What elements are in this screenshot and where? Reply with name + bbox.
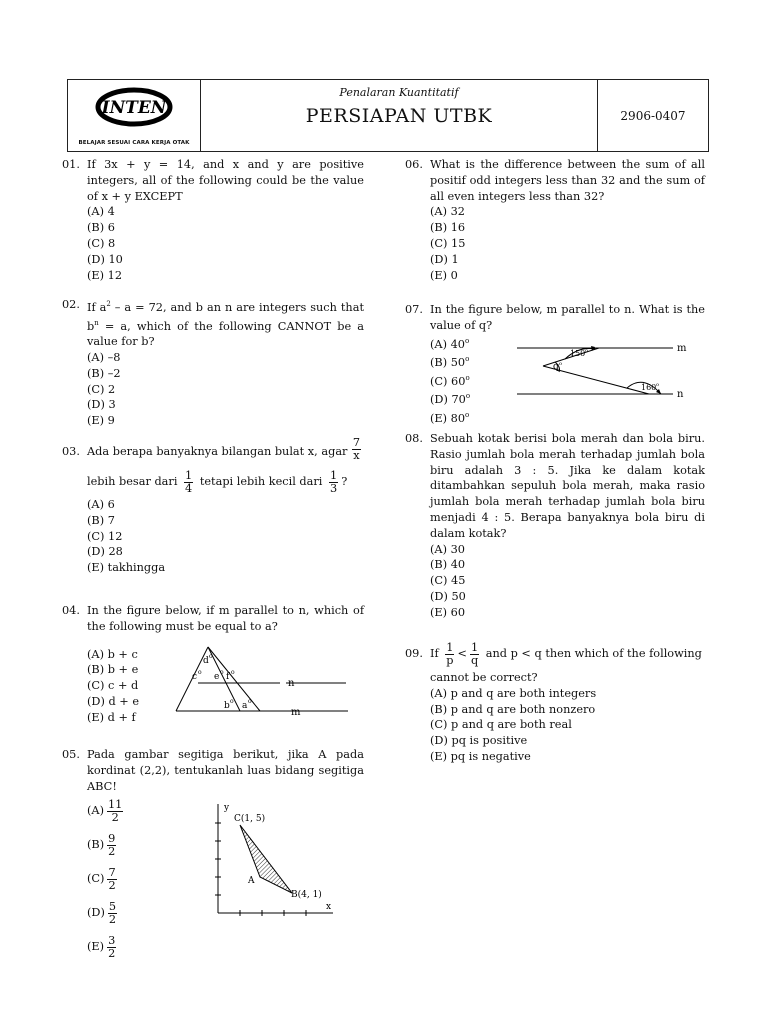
- inten-logo: [68, 82, 198, 137]
- label-line-n: n: [288, 678, 295, 689]
- option-e[interactable]: (E) takhingga: [87, 561, 166, 575]
- question-1: [62, 157, 364, 283]
- option-b[interactable]: (B) –2: [87, 366, 121, 380]
- label-c: c: [192, 672, 198, 682]
- svg-text:o: o: [220, 669, 224, 676]
- option-c[interactable]: (C) c + d: [87, 679, 139, 693]
- option-a[interactable]: (A) –8: [87, 350, 121, 364]
- fraction-1-over-3: $\frac{1}{3}$: [330, 468, 338, 495]
- option-c[interactable]: (C) $\frac{7}{2}$: [87, 865, 116, 892]
- option-d[interactable]: (D) pq is positive: [430, 734, 528, 748]
- fraction-1-over-q: $\frac{1}{q}$: [470, 640, 479, 667]
- option-e[interactable]: (E) $\frac{3}{2}$: [87, 933, 116, 960]
- point-a-label: A: [248, 876, 255, 886]
- option-d[interactable]: (D) 70$^o$: [430, 392, 471, 407]
- logo-cell: [68, 80, 201, 151]
- option-b[interactable]: (B) 40: [430, 558, 466, 572]
- option-c[interactable]: (C) 45: [430, 574, 466, 588]
- option-e[interactable]: (E) 9: [87, 414, 115, 428]
- option-a[interactable]: (A) 4: [87, 205, 115, 219]
- fraction-1-over-p: $\frac{1}{p}$: [446, 640, 454, 667]
- question-3: [62, 437, 364, 576]
- question-number: 01.: [62, 158, 80, 171]
- question-4: [62, 603, 364, 726]
- code-cell: [598, 80, 708, 151]
- option-a[interactable]: (A) 6: [87, 498, 115, 511]
- svg-text:o: o: [248, 698, 252, 705]
- option-e[interactable]: (E) 0: [430, 268, 458, 282]
- point-c-label: C(1, 5): [234, 814, 266, 824]
- option-b[interactable]: (B) 7: [87, 513, 115, 527]
- label-f: f: [226, 672, 230, 682]
- question-9: [405, 638, 705, 765]
- question-7: [405, 302, 705, 426]
- svg-text:o: o: [209, 653, 213, 660]
- svg-text:o: o: [231, 669, 235, 676]
- option-c[interactable]: (C) p and q are both real: [430, 718, 572, 732]
- option-c[interactable]: (C) 8: [87, 236, 116, 250]
- label-line-n: n: [677, 389, 684, 400]
- option-b[interactable]: (B) 6: [87, 221, 115, 235]
- title-cell: [201, 80, 598, 151]
- option-b[interactable]: (B) 16: [430, 221, 466, 235]
- question-2: [62, 297, 364, 429]
- option-e[interactable]: (E) pq is negative: [430, 749, 531, 763]
- label-d: d: [203, 656, 209, 666]
- coordinate-triangle-figure: [208, 801, 338, 921]
- question-text: If 3x + y = 14, and x and y are positive integers, all of the following could be the value of x + y EXCEPT: [87, 158, 364, 203]
- option-c[interactable]: (C) 12: [87, 529, 123, 543]
- parallel-lines-triangle-figure: [168, 641, 348, 723]
- question-text-cont: lebih besar dari $\frac{1}{4}$ tetapi lebih kecil dari $\frac{1}{3}$ ?: [87, 468, 348, 495]
- option-d[interactable]: (D) 50: [430, 589, 466, 603]
- angle-150-label: 150: [570, 349, 586, 358]
- option-d[interactable]: (D) 10: [87, 252, 123, 266]
- option-b[interactable]: (B) p and q are both nonzero: [430, 702, 596, 716]
- option-c[interactable]: (C) 60$^o$: [430, 373, 470, 388]
- logo-tagline: BELAJAR SESUAI CARA KERJA OTAK: [78, 140, 190, 146]
- question-number: 05.: [62, 748, 80, 761]
- exam-code: 2906-0407: [620, 108, 686, 123]
- svg-text:o: o: [198, 669, 202, 676]
- option-e[interactable]: (E) 60: [430, 605, 466, 619]
- label-line-m: m: [291, 707, 301, 718]
- question-number: 06.: [405, 158, 423, 171]
- angle-160-label: 160: [641, 383, 657, 392]
- option-a[interactable]: (A) 32: [430, 205, 465, 219]
- option-d[interactable]: (D) 1: [430, 252, 459, 266]
- question-number: 04.: [62, 604, 80, 617]
- axis-x-label: x: [326, 902, 332, 912]
- option-a[interactable]: (A) 30: [430, 542, 465, 556]
- question-text: If $a^2 - a = 72$, and b an n are integers such that $b^n = a$, which of the following CANNOT be a value for b?: [87, 300, 364, 349]
- label-a: a: [242, 701, 248, 711]
- option-a[interactable]: (A) b + c: [87, 647, 138, 661]
- question-6: [405, 157, 705, 283]
- option-d[interactable]: (D) 3: [87, 398, 116, 412]
- option-c[interactable]: (C) 2: [87, 382, 116, 396]
- question-text-cont: cannot be correct?: [430, 671, 538, 684]
- svg-text:o: o: [230, 698, 234, 705]
- fraction-1-over-4: $\frac{1}{4}$: [185, 468, 193, 495]
- fraction-7-over-x: $\frac{7}{x}$: [352, 436, 360, 462]
- subject-label: Penalaran Kuantitatif: [339, 86, 459, 99]
- point-b-label: B(4, 1): [291, 890, 322, 900]
- svg-text:o: o: [656, 382, 660, 388]
- question-number: 03.: [62, 445, 80, 458]
- option-d[interactable]: (D) $\frac{5}{2}$: [87, 899, 117, 926]
- option-e[interactable]: (E) 80$^o$: [430, 410, 470, 425]
- option-e[interactable]: (E) d + f: [87, 710, 136, 724]
- page-title: PERSIAPAN UTBK: [305, 105, 493, 127]
- option-d[interactable]: (D) 28: [87, 545, 123, 559]
- label-e: e: [214, 672, 220, 682]
- angle-q-label: q: [553, 362, 559, 372]
- header-box: [67, 79, 709, 152]
- question-number: 09.: [405, 647, 423, 660]
- question-text: In the figure below, if m parallel to n, which of the following must be equal to a?: [87, 604, 364, 633]
- question-text: Ada berapa banyaknya bilangan bulat x, agar $\frac{7}{x}$: [87, 436, 360, 462]
- question-text: If $\frac{1}{p}$ < $\frac{1}{q}$ and p < q then which of the following: [430, 640, 702, 667]
- question-text: What is the difference between the sum of all positif odd integers less than 32 and the sum of all even integers less than 32?: [430, 158, 705, 203]
- question-text: In the figure below, m parallel to n. What is the value of q?: [430, 303, 705, 332]
- question-5: [62, 747, 364, 964]
- option-b[interactable]: (B) $\frac{9}{2}$: [87, 831, 116, 858]
- option-a[interactable]: (A) 40$^o$: [430, 336, 470, 351]
- option-c[interactable]: (C) 15: [430, 236, 466, 250]
- svg-text:o: o: [585, 348, 589, 354]
- option-a[interactable]: (A) $\frac{11}{2}$: [87, 797, 123, 824]
- option-b[interactable]: (B) 50$^o$: [430, 355, 470, 369]
- question-number: 08.: [405, 432, 423, 445]
- label-line-m: m: [677, 343, 687, 354]
- label-b: b: [224, 701, 230, 711]
- option-e[interactable]: (E) 12: [87, 268, 123, 282]
- logo-text: INTEN: [101, 98, 167, 118]
- svg-text:o: o: [559, 361, 563, 367]
- question-text: Pada gambar segitiga berikut, jika A pada kordinat (2,2), tentukanlah luas bidang segitiga ABC!: [87, 748, 364, 793]
- zigzag-parallel-lines-figure: [515, 340, 695, 400]
- option-b[interactable]: (B) b + e: [87, 663, 139, 677]
- question-8: [405, 431, 705, 621]
- axis-y-label: y: [224, 803, 230, 813]
- option-d[interactable]: (D) d + e: [87, 694, 140, 708]
- question-number: 02.: [62, 298, 80, 311]
- option-a[interactable]: (A) p and q are both integers: [430, 686, 597, 700]
- question-text: Sebuah kotak berisi bola merah dan bola biru. Rasio jumlah bola merah terhadap jumlah bola biru adalah 3 : 5. Jika ke dalam kotak ditambahkan sepuluh bola merah, maka rasio jumlah bola merah terhadap jumlah bola biru menjadi 4 : 5. Berapa banyaknya bola biru di dalam kotak?: [430, 432, 705, 540]
- question-number: 07.: [405, 303, 423, 316]
